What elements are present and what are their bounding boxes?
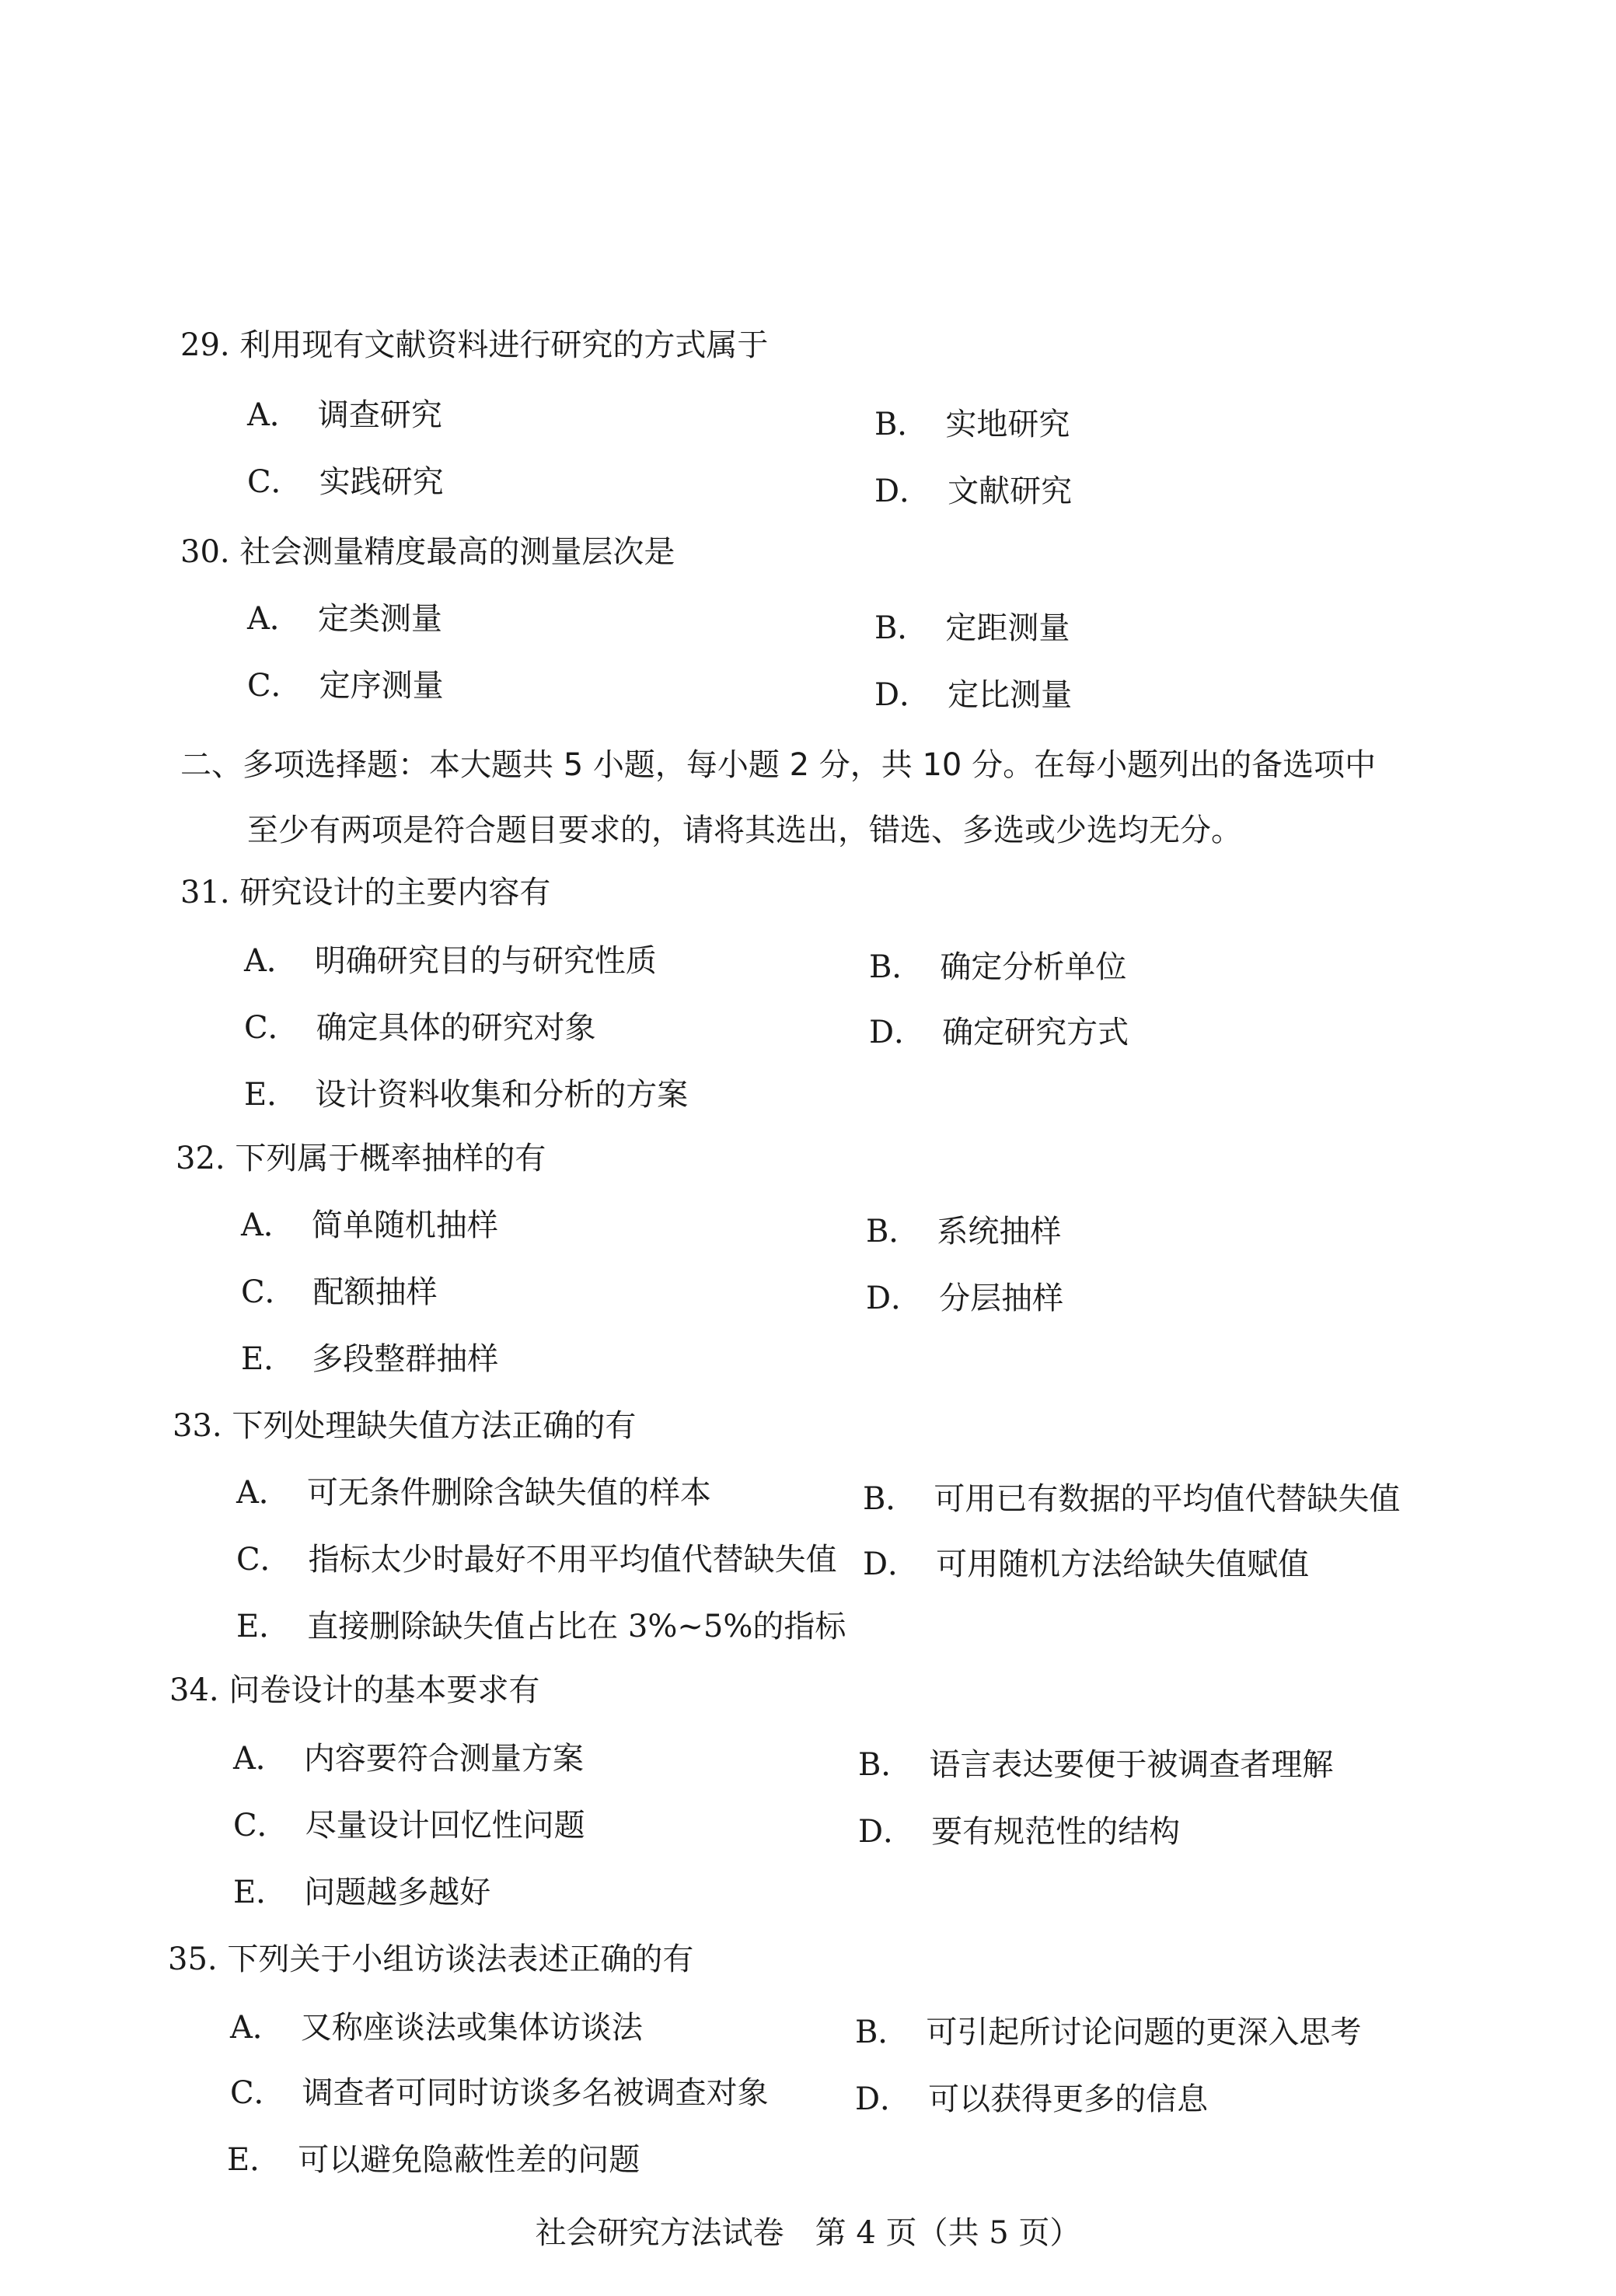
- q30-option-d: [874, 676, 1072, 714]
- option-letter: B．: [855, 2015, 909, 2050]
- option-letter: B．: [869, 949, 923, 985]
- option-letter: C．: [230, 2075, 285, 2111]
- question-text: 下列属于概率抽样的有: [235, 1141, 546, 1176]
- q35-option-d: [855, 2081, 1208, 2118]
- option-letter: D．: [863, 1546, 920, 1582]
- option-text: 可以获得更多的信息: [928, 2081, 1209, 2117]
- option-letter: A．: [236, 1475, 290, 1511]
- option-text: 定类测量: [317, 601, 442, 637]
- option-text: 多段整群抽样: [312, 1341, 499, 1377]
- question-number: 31.: [180, 875, 230, 910]
- section-2-instructions-line-2: 至少有两项是符合题目要求的，请将其选出，错选、多选或少选均无分。: [247, 813, 1242, 848]
- option-letter: B．: [874, 610, 929, 646]
- option-text: 指标太少时最好不用平均值代替缺失值: [308, 1542, 837, 1578]
- option-letter: A．: [230, 2010, 284, 2046]
- option-letter: D．: [869, 1015, 926, 1050]
- q32-option-e: [241, 1340, 498, 1378]
- q35-option-c: [230, 2074, 769, 2112]
- option-text: 定比测量: [948, 677, 1073, 713]
- option-text: 实践研究: [319, 464, 444, 500]
- option-text: 内容要符合测量方案: [303, 1741, 584, 1777]
- question-34-stem: [169, 1672, 539, 1709]
- option-text: 实地研究: [945, 407, 1070, 442]
- option-text: 定序测量: [319, 668, 444, 704]
- option-letter: C．: [236, 1542, 291, 1578]
- option-text: 系统抽样: [937, 1214, 1062, 1249]
- q32-option-d: [866, 1280, 1063, 1317]
- option-letter: B．: [874, 407, 929, 442]
- option-letter: D．: [874, 677, 931, 713]
- q31-option-c: [244, 1009, 596, 1047]
- option-text: 确定研究方式: [942, 1015, 1129, 1050]
- option-letter: A．: [241, 1207, 295, 1243]
- option-text: 可引起所讨论问题的更深入思考: [926, 2015, 1362, 2050]
- option-letter: E．: [227, 2142, 281, 2178]
- q31-option-a: [244, 942, 657, 980]
- question-text: 研究设计的主要内容有: [239, 875, 551, 910]
- option-letter: C．: [233, 1808, 288, 1843]
- option-letter: E．: [241, 1341, 295, 1377]
- option-text: 直接删除缺失值占比在 3%~5%的指标: [307, 1609, 846, 1644]
- option-text: 问题越多越好: [304, 1875, 491, 1910]
- option-text: 配额抽样: [312, 1274, 438, 1310]
- question-33-stem: [173, 1407, 636, 1445]
- option-letter: D．: [858, 1814, 915, 1850]
- option-text: 设计资料收集和分析的方案: [315, 1077, 689, 1113]
- q34-option-b: [858, 1746, 1333, 1784]
- question-text: 下列关于小组访谈法表述正确的有: [227, 1941, 694, 1977]
- option-text: 文献研究: [948, 474, 1073, 509]
- q29-option-a: [247, 397, 442, 434]
- option-text: 尽量设计回忆性问题: [305, 1808, 585, 1843]
- question-text: 利用现有文献资料进行研究的方式属于: [239, 327, 769, 363]
- q34-option-d: [858, 1813, 1180, 1850]
- q31-option-b: [869, 949, 1126, 986]
- question-32-stem: [176, 1140, 546, 1177]
- question-number: 32.: [176, 1141, 225, 1176]
- option-letter: C．: [244, 1010, 299, 1046]
- question-text: 下列处理缺失值方法正确的有: [232, 1408, 637, 1444]
- question-text: 问卷设计的基本要求有: [229, 1672, 540, 1708]
- option-text: 可以避免隐蔽性差的问题: [298, 2142, 640, 2178]
- q31-option-e: [244, 1076, 688, 1113]
- question-number: 29.: [180, 327, 230, 363]
- option-text: 明确研究目的与研究性质: [314, 943, 657, 979]
- question-29-stem: [180, 327, 768, 364]
- option-letter: E．: [233, 1875, 288, 1910]
- question-30-stem: [180, 533, 675, 571]
- q32-option-b: [866, 1213, 1061, 1250]
- question-35-stem: [168, 1941, 693, 1978]
- option-text: 简单随机抽样: [311, 1207, 498, 1243]
- q34-option-e: [233, 1874, 490, 1911]
- option-letter: D．: [855, 2081, 912, 2117]
- option-letter: D．: [866, 1281, 923, 1316]
- q35-option-b: [855, 2014, 1361, 2051]
- q34-option-a: [233, 1740, 584, 1777]
- question-number: 35.: [168, 1941, 218, 1977]
- q30-option-b: [874, 610, 1070, 647]
- question-31-stem: [180, 874, 550, 911]
- q35-option-e: [227, 2141, 640, 2179]
- q33-option-e: [236, 1608, 846, 1645]
- option-letter: B．: [863, 1481, 917, 1517]
- question-number: 34.: [169, 1672, 219, 1708]
- section-2-instructions-line-1: 二、多项选择题：本大题共 5 小题，每小题 2 分，共 10 分。在每小题列出的备选项中: [180, 747, 1377, 783]
- q29-option-c: [247, 463, 444, 501]
- question-number: 30.: [180, 534, 230, 570]
- option-letter: D．: [874, 474, 931, 509]
- page-footer: 社会研究方法试卷 第 4 页（共 5 页）: [535, 2215, 1081, 2251]
- question-text: 社会测量精度最高的测量层次是: [239, 534, 675, 570]
- option-text: 要有规范性的结构: [931, 1814, 1181, 1850]
- option-text: 定距测量: [945, 610, 1070, 646]
- option-text: 调查者可同时访谈多名被调查对象: [302, 2075, 769, 2111]
- q33-option-a: [236, 1474, 711, 1511]
- option-letter: B．: [866, 1214, 920, 1249]
- q33-option-c: [236, 1541, 837, 1578]
- q32-option-a: [241, 1207, 498, 1244]
- option-letter: C．: [247, 668, 302, 704]
- question-number: 33.: [173, 1408, 222, 1444]
- option-text: 确定分析单位: [940, 949, 1127, 985]
- option-letter: E．: [236, 1609, 291, 1644]
- option-letter: C．: [247, 464, 302, 500]
- option-letter: C．: [241, 1274, 296, 1310]
- option-text: 确定具体的研究对象: [316, 1010, 596, 1046]
- option-letter: A．: [247, 397, 301, 433]
- option-text: 语言表达要便于被调查者理解: [929, 1747, 1334, 1783]
- option-letter: A．: [244, 943, 298, 979]
- q34-option-c: [233, 1807, 585, 1844]
- option-text: 可无条件删除含缺失值的样本: [306, 1475, 711, 1511]
- q33-option-b: [863, 1480, 1400, 1518]
- option-text: 调查研究: [317, 397, 442, 433]
- q29-option-b: [874, 406, 1070, 443]
- q32-option-c: [241, 1274, 438, 1311]
- q31-option-d: [869, 1014, 1129, 1051]
- q35-option-a: [230, 2009, 643, 2046]
- option-letter: E．: [244, 1077, 298, 1113]
- option-letter: A．: [247, 601, 301, 637]
- option-text: 分层抽样: [939, 1281, 1064, 1316]
- option-letter: A．: [233, 1741, 287, 1777]
- option-text: 可用已有数据的平均值代替缺失值: [934, 1481, 1401, 1517]
- q29-option-d: [874, 473, 1072, 510]
- q33-option-d: [863, 1546, 1309, 1583]
- q30-option-c: [247, 667, 444, 704]
- option-letter: B．: [858, 1747, 913, 1783]
- q30-option-a: [247, 600, 442, 638]
- option-text: 可用随机方法给缺失值赋值: [936, 1546, 1310, 1582]
- option-text: 又称座谈法或集体访谈法: [300, 2010, 643, 2046]
